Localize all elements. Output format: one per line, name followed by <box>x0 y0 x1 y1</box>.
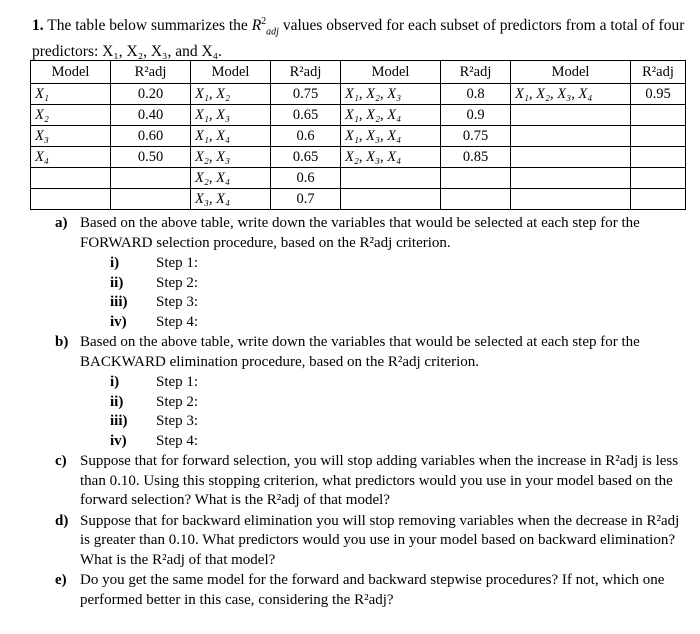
step-label: i) <box>110 255 120 271</box>
step-text: Step 2: <box>156 393 199 410</box>
table-row <box>31 147 686 168</box>
step-label: ii) <box>110 393 124 410</box>
r2-cell <box>631 126 686 147</box>
r2-cell: 0.65 <box>271 147 341 168</box>
question-b-steps <box>110 373 685 451</box>
model-cell <box>511 189 631 210</box>
r2-cell <box>111 189 191 210</box>
table-row <box>31 126 686 147</box>
question-a <box>55 214 685 253</box>
model-cell: X₁, X₄ <box>191 126 271 147</box>
problem-number: 1. <box>32 17 44 35</box>
header-cell: Model <box>191 61 271 84</box>
table-row <box>31 168 686 189</box>
model-cell <box>511 126 631 147</box>
model-cell <box>511 168 631 189</box>
step-text: Step 1: <box>156 255 199 271</box>
question-label: e) <box>55 572 67 588</box>
question-text: Suppose that for backward elimination you will stop removing variables when the decrease in R²adj is greater than 0.10. What predictors would you use in your model based on backward elimination? What is the R²adj of that model? <box>80 512 680 568</box>
intro-text-after: values observed for each subset of predictors from a total of four predictors: X₁, X₂, X₃, and X₄. <box>32 17 685 61</box>
step-text: Step 2: <box>156 274 199 291</box>
r2-cell: 0.95 <box>631 84 686 105</box>
step-text: Step 4: <box>156 313 199 330</box>
model-cell: X₁, X₃, X₄ <box>341 126 441 147</box>
step-text: Step 4: <box>156 432 199 449</box>
header-cell: Model <box>31 61 111 84</box>
model-cell <box>31 168 111 189</box>
model-cell <box>511 105 631 126</box>
question-text: Suppose that for forward selection, you will stop adding variables when the increase in R²adj is less than 0.10. Using this stopping criterion, what predictors would you use in your model based on the forward selection? What is the R²adj of that model? <box>80 453 679 508</box>
r2-cell <box>111 168 191 189</box>
header-cell: Model <box>511 61 631 84</box>
header-cell: R²adj <box>111 61 191 84</box>
r2-cell <box>631 189 686 210</box>
r2-superscript: 2 <box>261 16 267 27</box>
model-cell: X₁, X₃ <box>191 105 271 126</box>
header-cell: Model <box>341 61 441 84</box>
model-cell: X₂, X₃, X₄ <box>341 147 441 168</box>
r2-symbol: R <box>251 17 262 35</box>
step-item <box>110 313 685 333</box>
r2-cell <box>631 168 686 189</box>
header-cell: R²adj <box>631 61 686 84</box>
question-label: b) <box>55 334 69 350</box>
r2-cell: 0.7 <box>271 189 341 210</box>
step-label: iii) <box>110 294 128 310</box>
model-cell: X₄ <box>31 147 111 168</box>
step-label: iv) <box>110 432 127 449</box>
model-cell: X₂ <box>31 105 111 126</box>
model-cell: X₁ <box>31 84 111 105</box>
step-label: ii) <box>110 274 124 291</box>
question-label: d) <box>55 512 69 529</box>
r2-cell: 0.75 <box>441 126 511 147</box>
model-cell: X₁, X₂, X₃, X₄ <box>511 84 631 105</box>
model-cell <box>31 189 111 210</box>
model-cell: X₂, X₄ <box>191 168 271 189</box>
model-cell <box>341 168 441 189</box>
step-item <box>110 293 685 313</box>
table-row <box>31 189 686 210</box>
r2-cell: 0.75 <box>271 84 341 105</box>
model-cell: X₁, X₂, X₄ <box>341 105 441 126</box>
question-a-steps <box>110 254 685 332</box>
r2-cell <box>631 147 686 168</box>
model-cell <box>341 189 441 210</box>
r2-cell <box>631 105 686 126</box>
step-item <box>110 373 685 393</box>
step-text: Step 3: <box>156 413 199 429</box>
intro-text-before: The table below summarizes the <box>47 17 252 35</box>
step-text: Step 1: <box>156 374 199 390</box>
r2-subscript: adj <box>266 26 279 38</box>
r2-cell: 0.85 <box>441 147 511 168</box>
table-row <box>31 105 686 126</box>
problem-intro <box>32 12 692 62</box>
table-row <box>31 84 686 105</box>
r2-cell: 0.9 <box>441 105 511 126</box>
question-text: Based on the above table, write down the variables that would be selected at each step for the FORWARD selection procedure, based on the R²adj criterion. <box>80 215 640 251</box>
question-d <box>55 512 685 571</box>
r2-cell: 0.8 <box>441 84 511 105</box>
r2-cell: 0.6 <box>271 168 341 189</box>
r2-cell <box>441 168 511 189</box>
question-text: Do you get the same model for the forward and backward stepwise procedures? If not, which one performed better in this case, considering the R²adj? <box>80 572 665 608</box>
header-cell: R²adj <box>271 61 341 84</box>
model-cell <box>511 147 631 168</box>
step-label: iii) <box>110 413 128 429</box>
step-item <box>110 254 685 274</box>
r2-cell: 0.40 <box>111 105 191 126</box>
step-item <box>110 412 685 432</box>
r2-cell: 0.20 <box>111 84 191 105</box>
question-e <box>55 571 685 610</box>
model-cell: X₁, X₂, X₃ <box>341 84 441 105</box>
r2-cell <box>441 189 511 210</box>
model-cell: X₂, X₃ <box>191 147 271 168</box>
r2-cell: 0.6 <box>271 126 341 147</box>
question-list <box>55 214 685 611</box>
step-label: iv) <box>110 313 127 330</box>
step-label: i) <box>110 374 120 390</box>
header-cell: R²adj <box>441 61 511 84</box>
r2-cell: 0.60 <box>111 126 191 147</box>
step-item <box>110 393 685 413</box>
step-text: Step 3: <box>156 294 199 310</box>
step-item <box>110 274 685 294</box>
question-b <box>55 333 685 372</box>
r2-cell: 0.50 <box>111 147 191 168</box>
model-cell: X₃ <box>31 126 111 147</box>
table-header-row <box>31 61 686 84</box>
r2-table <box>30 60 686 210</box>
question-c <box>55 452 685 511</box>
r2-cell: 0.65 <box>271 105 341 126</box>
model-cell: X₁, X₂ <box>191 84 271 105</box>
question-text: Based on the above table, write down the variables that would be selected at each step for the BACKWARD elimination procedure, based on the R²adj criterion. <box>80 334 640 370</box>
model-cell: X₃, X₄ <box>191 189 271 210</box>
question-label: a) <box>55 215 68 231</box>
question-label: c) <box>55 453 67 469</box>
step-item <box>110 432 685 452</box>
